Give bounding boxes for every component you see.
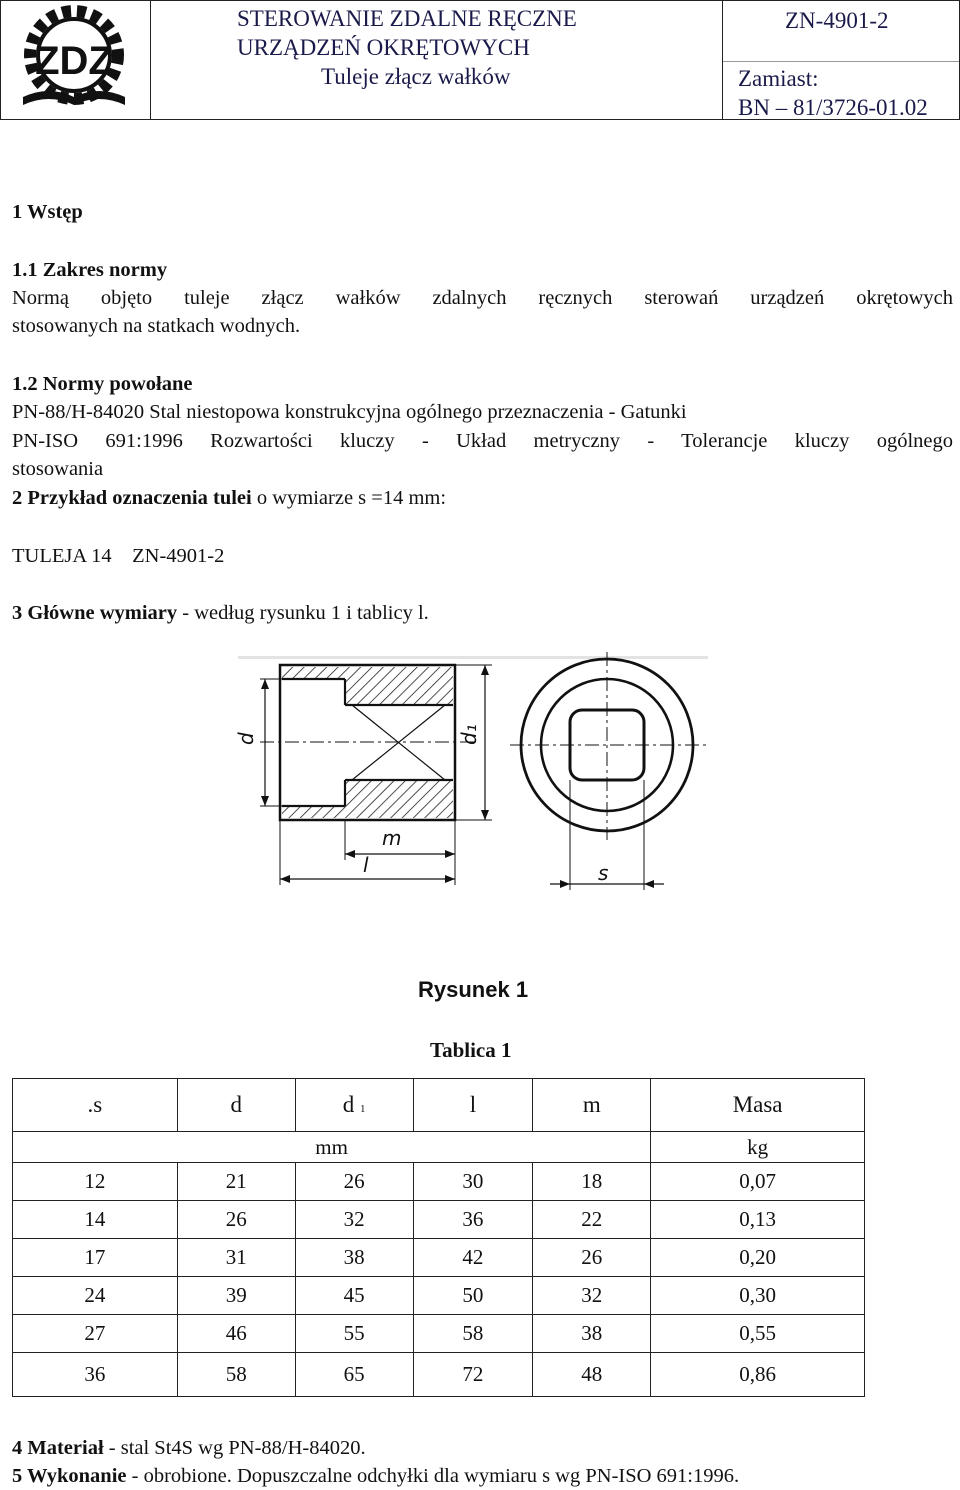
section-4-rest: - stal St4S wg PN-88/H-84020. bbox=[103, 1437, 366, 1459]
section-4-text bbox=[12, 1434, 953, 1462]
end-view bbox=[510, 652, 710, 890]
label-s: s bbox=[598, 861, 609, 885]
header-title-line2: URZĄDZEŃ OKRĘTOWYCH bbox=[237, 35, 530, 60]
section-4-heading: 4 Materiał bbox=[12, 1437, 104, 1459]
reference-pn-88: PN-88/H-84020 Stal niestopowa konstrukcyjna ogólnego przeznaczenia - Gatunki bbox=[12, 401, 687, 423]
section-1-1-text-line2: stosowanych na statkach wodnych. bbox=[12, 315, 301, 337]
section-3-rest: - według rysunku 1 i tablicy l. bbox=[177, 602, 429, 624]
side-view bbox=[260, 665, 492, 885]
section-3-heading: 3 Główne wymiary bbox=[12, 602, 178, 624]
label-m: m bbox=[382, 826, 402, 850]
section-1-1-heading: 1.1 Zakres normy bbox=[12, 259, 168, 281]
header-l: l bbox=[413, 1079, 533, 1132]
hatch-top-left bbox=[282, 667, 345, 679]
section-2-text bbox=[12, 484, 953, 512]
unit-kg: kg bbox=[651, 1132, 865, 1163]
title-cell bbox=[150, 0, 723, 120]
designation-example: TULEJA 14 ZN-4901-2 bbox=[12, 545, 225, 567]
header-m: m bbox=[533, 1079, 651, 1132]
section-5-heading: 5 Wykonanie bbox=[12, 1465, 127, 1487]
logo-cell bbox=[0, 0, 151, 120]
code-cell bbox=[722, 0, 960, 120]
section-2-rest: o wymiarze s =14 mm: bbox=[251, 487, 447, 509]
table-header-row bbox=[13, 1079, 865, 1132]
section-1-1-text-line1: Normą objęto tuleje złącz wałków zdalnych ręcznych sterowań urządzeń okrętowych bbox=[12, 287, 953, 309]
hatch-top bbox=[345, 667, 453, 705]
figure-caption: Rysunek 1 bbox=[418, 977, 529, 1002]
label-d1: d₁ bbox=[457, 724, 481, 745]
section-1-heading: 1 Wstęp bbox=[12, 201, 83, 223]
header-title-line3: Tuleje złącz wałków bbox=[321, 64, 511, 89]
header-d: d bbox=[177, 1079, 295, 1132]
table-row: 17 31 38 42 26 0,20 bbox=[13, 1239, 865, 1277]
header-s: .s bbox=[13, 1079, 178, 1132]
reference-pn-iso-line2: stosowania bbox=[12, 458, 104, 480]
hatch-bottom bbox=[345, 780, 453, 818]
section-5-rest: - obrobione. Dopuszczalne odchyłki dla wymiaru s wg PN-ISO 691:1996. bbox=[126, 1465, 740, 1487]
table-row: 14 26 32 36 22 0,13 bbox=[13, 1201, 865, 1239]
hatch-bottom-left bbox=[282, 806, 345, 818]
header-masa: Masa bbox=[651, 1079, 865, 1132]
section-2-heading: 2 Przykład oznaczenia tulei bbox=[12, 487, 252, 509]
document-code: ZN-4901-2 bbox=[785, 8, 889, 33]
label-l: l bbox=[363, 853, 369, 877]
table-caption: Tablica 1 bbox=[430, 1038, 512, 1062]
unit-mm: mm bbox=[13, 1132, 651, 1163]
section-5-text bbox=[12, 1462, 953, 1490]
document-header bbox=[0, 0, 960, 122]
table-row: 27 46 55 58 38 0,55 bbox=[13, 1315, 865, 1353]
logo-text: ZDZ bbox=[35, 39, 113, 83]
label-d: d bbox=[234, 732, 258, 745]
zdz-logo-icon bbox=[1, 1, 150, 119]
technical-drawing bbox=[230, 650, 730, 905]
replaces-value: BN – 81/3726-01.02 bbox=[738, 95, 928, 120]
table-row: 36 58 65 72 48 0,86 bbox=[13, 1353, 865, 1397]
section-1-2-heading: 1.2 Normy powołane bbox=[12, 373, 193, 395]
table-row: 24 39 45 50 32 0,30 bbox=[13, 1277, 865, 1315]
reference-pn-iso-line1: PN-ISO 691:1996 Rozwartości kluczy - Układ metryczny - Tolerancje kluczy ogólnego bbox=[12, 430, 953, 452]
header-d1: d 1 bbox=[295, 1079, 413, 1132]
table-row: 12 21 26 30 18 0,07 bbox=[13, 1163, 865, 1201]
dimensions-table bbox=[12, 1078, 865, 1397]
scan-noise bbox=[238, 656, 708, 659]
table-unit-row bbox=[13, 1132, 865, 1163]
header-title-line1: STEROWANIE ZDALNE RĘCZNE bbox=[237, 6, 577, 31]
section-3-text bbox=[12, 599, 953, 627]
replaces-label: Zamiast: bbox=[738, 66, 819, 91]
